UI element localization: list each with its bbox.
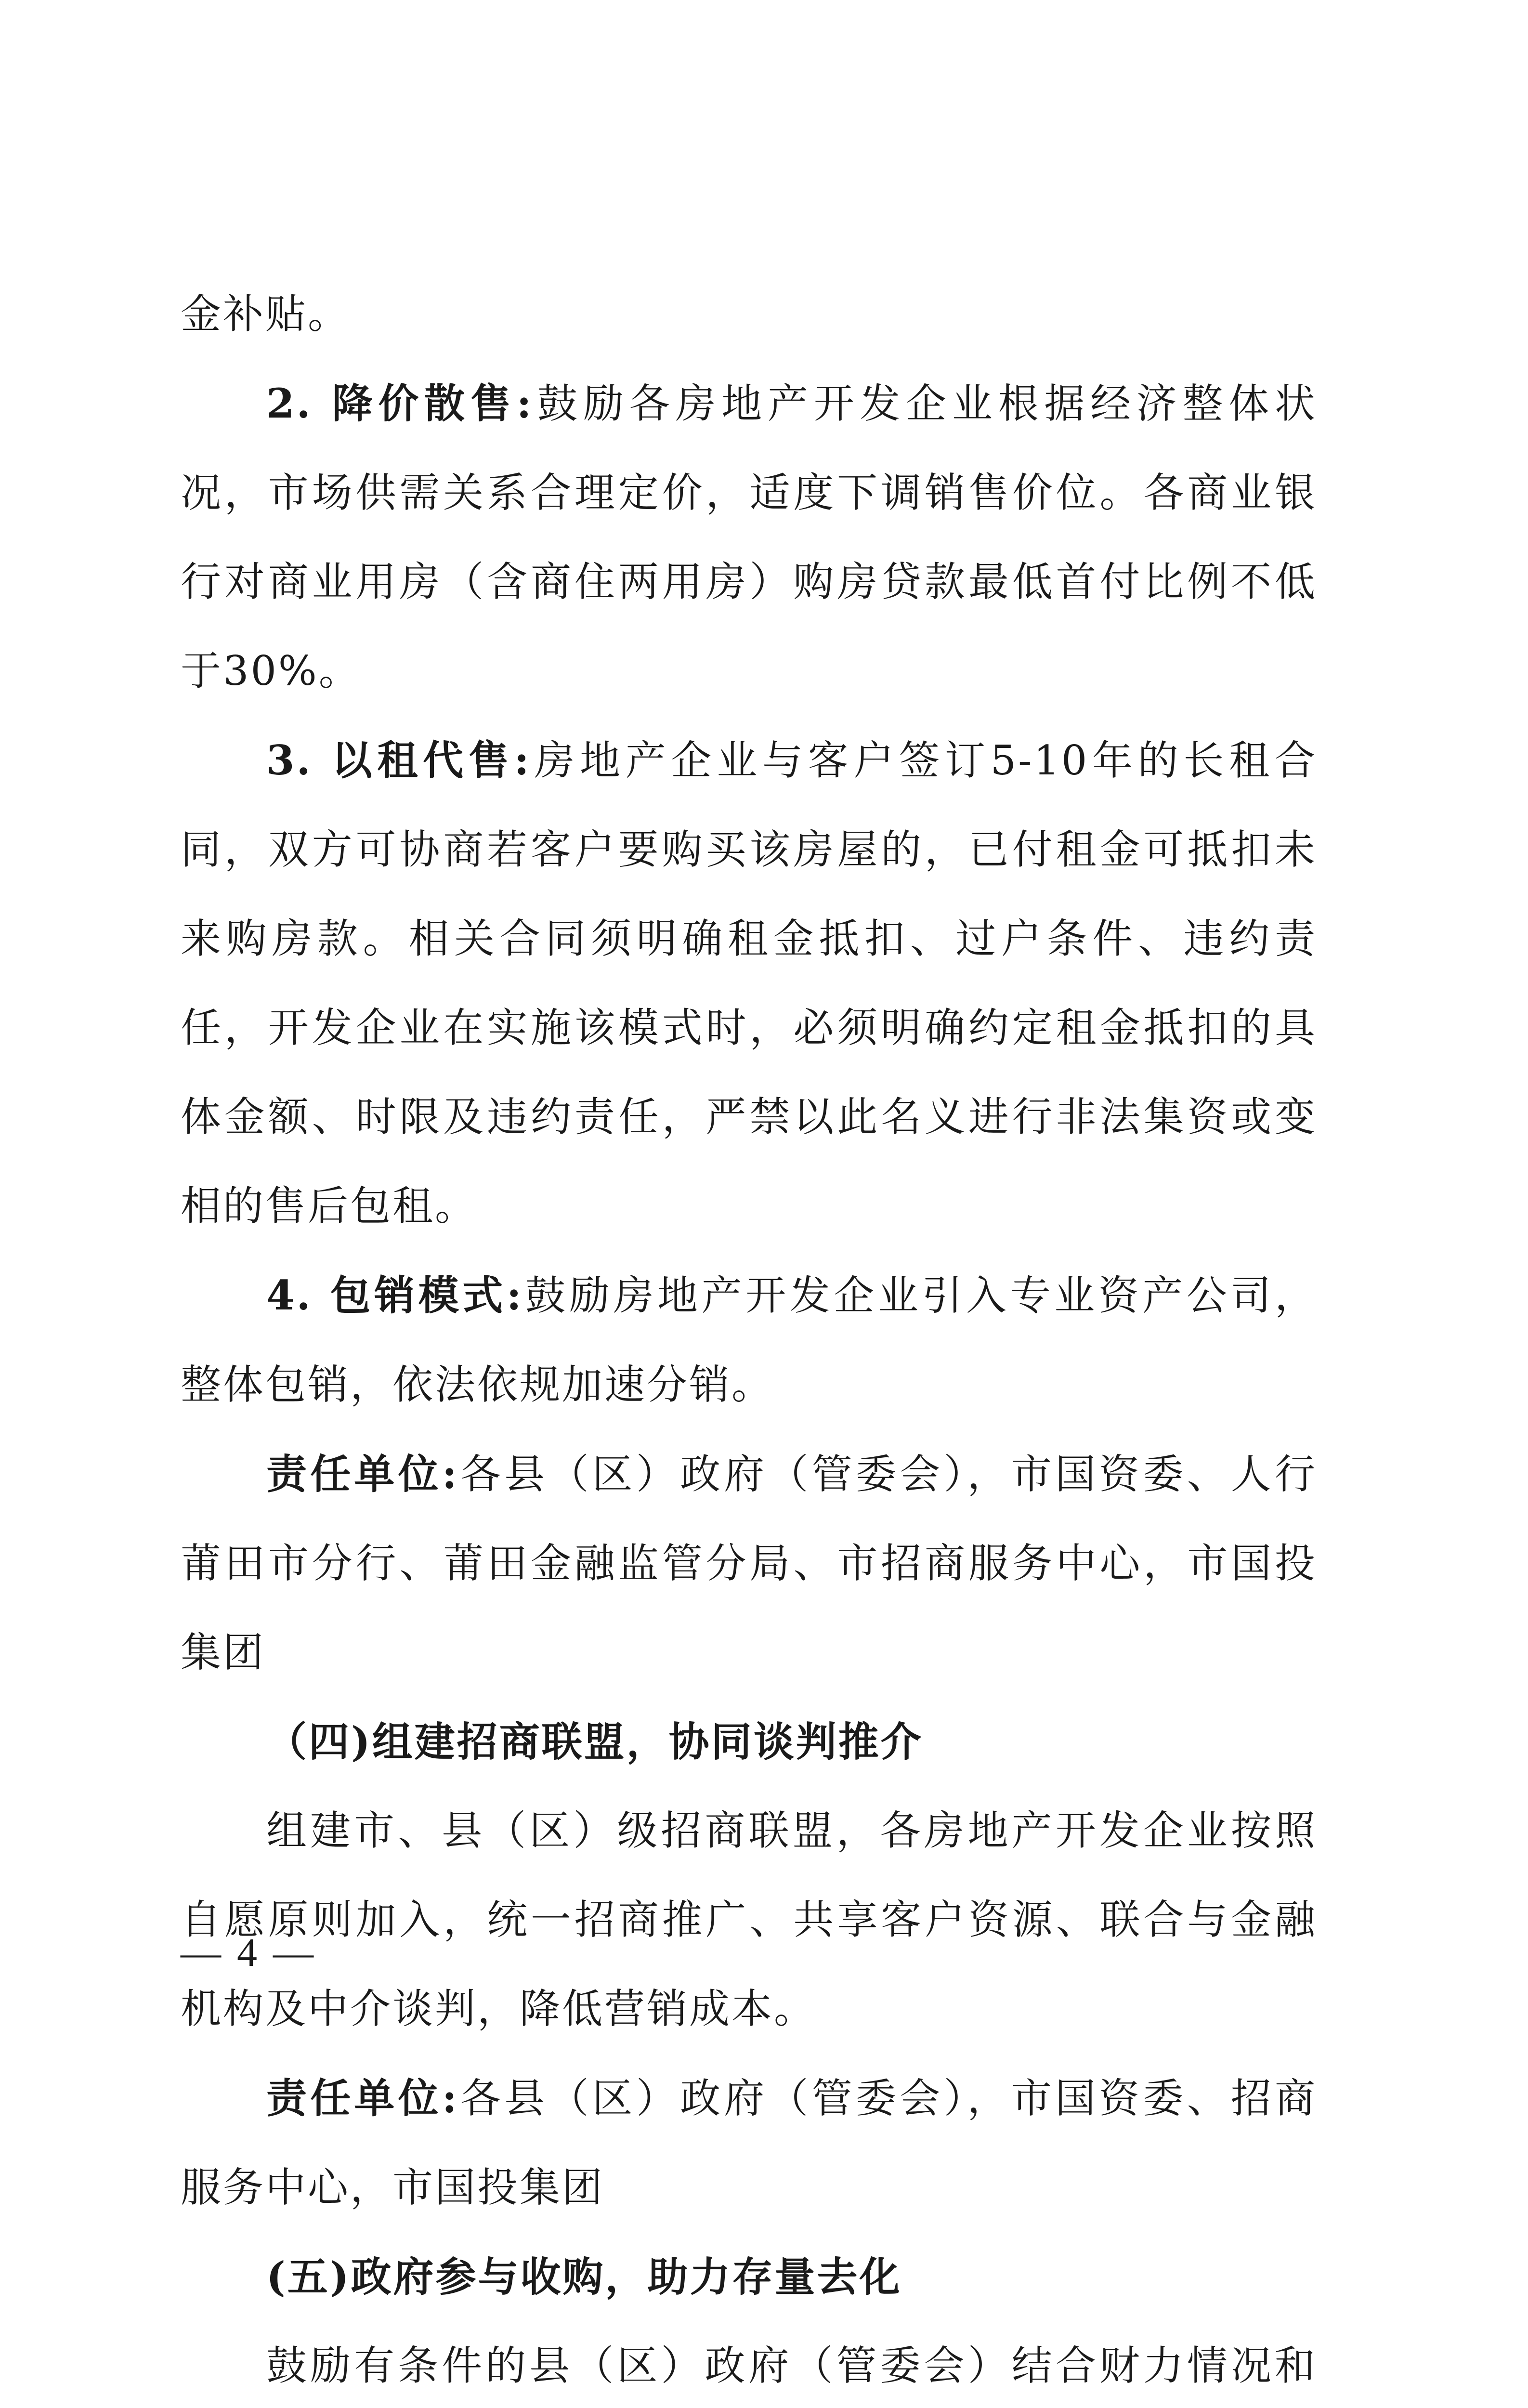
- paragraph-responsible-units: [181, 2054, 1317, 2232]
- document-body: [181, 270, 1317, 2408]
- item-label: 责任单位:: [266, 1450, 459, 1498]
- paragraph-text: 鼓励有条件的县（区）政府（管委会）结合财力情况和: [266, 2342, 1317, 2389]
- item-label: 3. 以租代售:: [266, 736, 531, 784]
- paragraph-alliance: [181, 1786, 1317, 2054]
- section-heading: （四)组建招商联盟，协同谈判推介: [266, 1718, 923, 1766]
- paragraph-responsible-units: [181, 1429, 1317, 1697]
- paragraph-text: 金补贴。: [181, 290, 351, 338]
- paragraph-continuation: [181, 270, 1317, 359]
- item-label: 2. 降价散售:: [266, 380, 534, 427]
- item-label: 4. 包销模式:: [266, 1271, 523, 1319]
- paragraph-text: 鼓励房地产开发企业引入专业资产公司，整体包销，依法依规加速分销。: [181, 1272, 1317, 1408]
- paragraph-text: 鼓励各房地产开发企业根据经济整体状况，市场供需关系合理定价，适度下调销售价位。各商业银行对商业用房（含商住两用房）购房贷款最低首付比例不低于30%。: [181, 380, 1317, 694]
- paragraph-text: 各县（区）政府（管委会），市国资委、招商服务中心，市国投集团: [181, 2075, 1317, 2211]
- page-number: — 4 —: [181, 1930, 316, 1975]
- paragraph-text: 各县（区）政府（管委会），市国资委、人行莆田市分行、莆田金融监管分局、市招商服务中心，市国投集团: [181, 1451, 1317, 1676]
- paragraph-package-sales: [181, 1251, 1317, 1429]
- paragraph-text: 房地产企业与客户签订5-10年的长租合同，双方可协商若客户要购买该房屋的，已付租金可抵扣未来购房款。相关合同须明确租金抵扣、过户条件、违约责任，开发企业在实施该模式时，必须明确约定租金抵扣的具体金额、时限及违约责任，严禁以此名义进行非法集资或变相的售后包租。: [181, 737, 1317, 1230]
- paragraph-government-acquisition: [181, 2321, 1317, 2408]
- section-heading: (五)政府参与收购，助力存量去化: [266, 2253, 902, 2301]
- paragraph-rent-to-own: [181, 716, 1317, 1251]
- paragraph-price-reduction: [181, 359, 1317, 716]
- item-label: 责任单位:: [266, 2074, 459, 2122]
- paragraph-text: 组建市、县（区）级招商联盟，各房地产开发企业按照自愿原则加入，统一招商推广、共享客户资源、联合与金融机构及中介谈判，降低营销成本。: [181, 1807, 1317, 2032]
